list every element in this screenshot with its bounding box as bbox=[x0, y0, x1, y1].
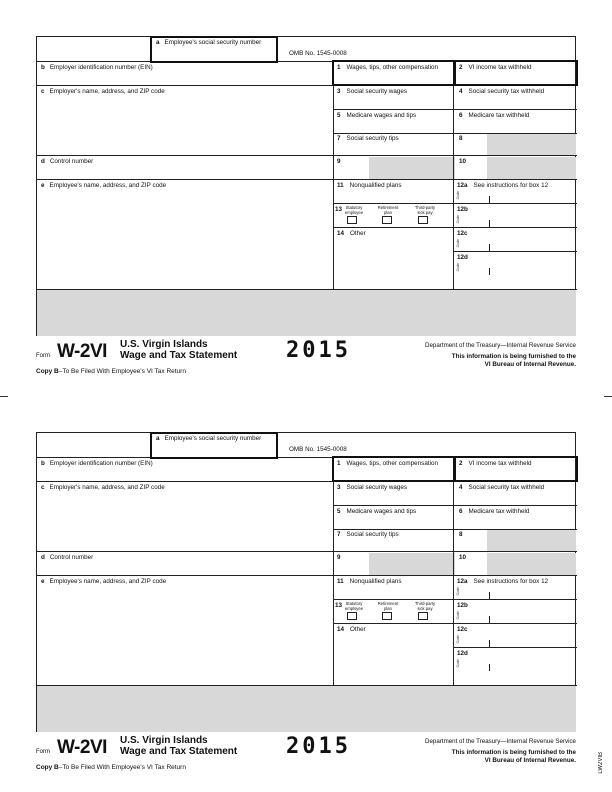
box-1-label: 1 Wages, tips, other compensation bbox=[337, 64, 438, 71]
box-12c-code: Code bbox=[456, 635, 460, 644]
box-6-medicare-tax[interactable]: 6 Medicare tax withheld bbox=[459, 508, 530, 515]
box-12a-code: Code bbox=[456, 191, 460, 200]
box-b-ein[interactable]: b Employer identification number (EIN) bbox=[41, 64, 153, 71]
box-9-shading bbox=[369, 157, 455, 179]
box-9-shading bbox=[369, 553, 455, 575]
box-12b[interactable]: 12b bbox=[457, 602, 468, 609]
department-text: Department of the Treasury—Internal Revenue Service bbox=[425, 738, 576, 745]
form-grid bbox=[36, 432, 576, 732]
copy-b-label: Copy B–To Be Filed With Employee's VI Tax Return bbox=[36, 764, 186, 771]
box-6-medicare-tax[interactable]: 6 Medicare tax withheld bbox=[459, 112, 530, 119]
box-10-shading bbox=[487, 157, 576, 179]
omb-number: OMB No. 1545-0008 bbox=[289, 446, 347, 453]
box-2-label: 2 VI income tax withheld bbox=[459, 460, 532, 467]
box-1-label: 1 Wages, tips, other compensation bbox=[337, 460, 438, 467]
box-7-ss-tips[interactable]: 7 Social security tips bbox=[337, 135, 399, 142]
box-12c-code: Code bbox=[456, 239, 460, 248]
box-12d[interactable]: 12d bbox=[457, 650, 468, 657]
box-3-ss-wages[interactable]: 3 Social security wages bbox=[337, 88, 408, 95]
box-4-ss-tax[interactable]: 4 Social security tax withheld bbox=[459, 88, 545, 95]
box-14-other[interactable]: 14 Other bbox=[337, 626, 366, 633]
box-11-nonqualified[interactable]: 11 Nonqualified plans bbox=[337, 182, 402, 189]
furnished-notice: This information is being furnished to the VI Bureau of Internal Revenue. bbox=[451, 353, 576, 368]
omb-number: OMB No. 1545-0008 bbox=[289, 50, 347, 57]
side-form-code: LW2VIB bbox=[598, 752, 604, 774]
retirement-plan-checkbox[interactable] bbox=[382, 216, 392, 224]
statutory-employee-checkbox[interactable] bbox=[347, 216, 357, 224]
box-13-retirement-label: Retirement plan bbox=[377, 205, 399, 215]
form-grid bbox=[36, 36, 576, 336]
box-e-employee[interactable]: e Employee's name, address, and ZIP code bbox=[41, 578, 167, 585]
box-10: 10 bbox=[459, 554, 467, 561]
tax-year: 2015 bbox=[286, 734, 351, 759]
box-9: 9 bbox=[337, 158, 341, 165]
box-12a[interactable]: 12a See instructions for box 12 bbox=[457, 182, 549, 189]
department-text: Department of the Treasury—Internal Revenue Service bbox=[425, 342, 576, 349]
box-5-medicare-wages[interactable]: 5 Medicare wages and tips bbox=[337, 508, 417, 515]
box-13-retirement-label: Retirement plan bbox=[377, 601, 399, 611]
box-c-employer[interactable]: c Employer's name, address, and ZIP code bbox=[41, 88, 165, 95]
box-12a-code: Code bbox=[456, 587, 460, 596]
box-12b-code: Code bbox=[456, 611, 460, 620]
box-12a[interactable]: 12a See instructions for box 12 bbox=[457, 578, 549, 585]
copy-b-label: Copy B–To Be Filed With Employee's VI Tax Return bbox=[36, 368, 186, 375]
third-party-sick-pay-checkbox[interactable] bbox=[418, 612, 428, 620]
form-footer bbox=[36, 732, 576, 777]
box-9: 9 bbox=[337, 554, 341, 561]
form-name: W-2VI bbox=[57, 737, 107, 758]
box-a-label: a Employee's social security number bbox=[156, 435, 262, 442]
box-8-shading bbox=[487, 133, 576, 155]
cut-mark-left bbox=[0, 396, 8, 397]
box-13-thirdparty-label: Third-party sick pay bbox=[414, 601, 436, 611]
form-word: Form bbox=[36, 353, 50, 359]
box-12d-code: Code bbox=[456, 659, 460, 668]
form-word: Form bbox=[36, 749, 50, 755]
furnished-notice: This information is being furnished to the VI Bureau of Internal Revenue. bbox=[451, 749, 576, 764]
box-12b[interactable]: 12b bbox=[457, 206, 468, 213]
box-5-medicare-wages[interactable]: 5 Medicare wages and tips bbox=[337, 112, 417, 119]
form-title: U.S. Virgin Islands Wage and Tax Statement bbox=[120, 339, 238, 361]
box-8: 8 bbox=[459, 531, 463, 538]
tax-year: 2015 bbox=[286, 338, 351, 363]
box-14-other[interactable]: 14 Other bbox=[337, 230, 366, 237]
box-8-shading bbox=[487, 529, 576, 551]
box-a-label: a Employee's social security number bbox=[156, 39, 262, 46]
box-4-ss-tax[interactable]: 4 Social security tax withheld bbox=[459, 484, 545, 491]
box-12c[interactable]: 12c bbox=[457, 230, 468, 237]
box-b-ein[interactable]: b Employer identification number (EIN) bbox=[41, 460, 153, 467]
box-12b-code: Code bbox=[456, 215, 460, 224]
bottom-shading bbox=[37, 685, 576, 732]
box-12c[interactable]: 12c bbox=[457, 626, 468, 633]
box-3-ss-wages[interactable]: 3 Social security wages bbox=[337, 484, 408, 491]
box-12d[interactable]: 12d bbox=[457, 254, 468, 261]
box-10-shading bbox=[487, 553, 576, 575]
box-13-thirdparty-label: Third-party sick pay bbox=[414, 205, 436, 215]
box-11-nonqualified[interactable]: 11 Nonqualified plans bbox=[337, 578, 402, 585]
third-party-sick-pay-checkbox[interactable] bbox=[418, 216, 428, 224]
box-13-statutory-label: Statutory employee bbox=[344, 601, 364, 611]
box-13-number: 13 bbox=[335, 206, 343, 213]
box-d-control[interactable]: d Control number bbox=[41, 554, 94, 561]
box-c-employer[interactable]: c Employer's name, address, and ZIP code bbox=[41, 484, 165, 491]
form-title: U.S. Virgin Islands Wage and Tax Statement bbox=[120, 735, 238, 757]
statutory-employee-checkbox[interactable] bbox=[347, 612, 357, 620]
bottom-shading bbox=[37, 289, 576, 336]
form-name: W-2VI bbox=[57, 341, 107, 362]
box-13-number: 13 bbox=[335, 602, 343, 609]
box-8: 8 bbox=[459, 135, 463, 142]
box-e-employee[interactable]: e Employee's name, address, and ZIP code bbox=[41, 182, 167, 189]
box-10: 10 bbox=[459, 158, 467, 165]
box-13-statutory-label: Statutory employee bbox=[344, 205, 364, 215]
box-d-control[interactable]: d Control number bbox=[41, 158, 94, 165]
retirement-plan-checkbox[interactable] bbox=[382, 612, 392, 620]
box-2-label: 2 VI income tax withheld bbox=[459, 64, 532, 71]
cut-mark-right bbox=[604, 396, 612, 397]
box-12d-code: Code bbox=[456, 263, 460, 272]
box-7-ss-tips[interactable]: 7 Social security tips bbox=[337, 531, 399, 538]
form-footer bbox=[36, 336, 576, 381]
